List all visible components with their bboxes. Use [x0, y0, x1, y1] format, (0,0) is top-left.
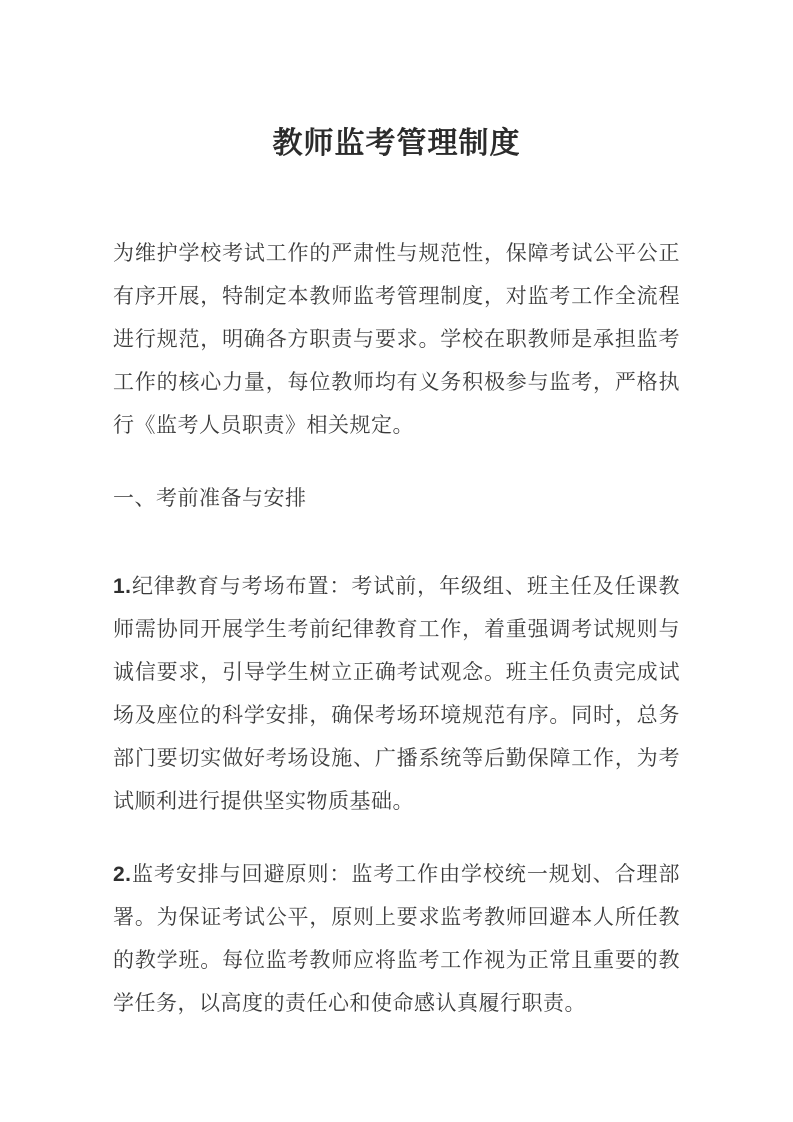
list-item-1-number: 1.: [113, 575, 132, 598]
section-heading: 一、考前准备与安排: [113, 486, 307, 510]
list-item-2-number: 2.: [113, 863, 132, 886]
page-title: 教师监考管理制度: [272, 127, 521, 160]
list-item-2: [113, 853, 680, 1025]
intro-paragraph: 为维护学校考试工作的严肃性与规范性，保障考试公平公正有序开展，特制定本教师监考管理制度，对监考工作全流程进行规范，明确各方职责与要求。学校在职教师是承担监考工作的核心力量，每位教师均有义务积极参与监考，严格执行《监考人员职责》相关规定。: [113, 241, 680, 437]
list-item-1-text: 纪律教育与考场布置：考试前，年级组、班主任及任课教师需协同开展学生考前纪律教育工作，着重强调考试规则与诚信要求，引导学生树立正确考试观念。班主任负责完成试场及座位的科学安排，确保考场环境规范有序。同时，总务部门要切实做好考场设施、广播系统等后勤保障工作，为考试顺利进行提供坚实物质基础。: [113, 574, 680, 813]
list-item-1: [113, 565, 680, 823]
list-item-2-text: 监考安排与回避原则：监考工作由学校统一规划、合理部署。为保证考试公平，原则上要求监考教师回避本人所任教的教学班。每位监考教师应将监考工作视为正常且重要的教学任务，以高度的责任心和使命感认真履行职责。: [113, 862, 680, 1015]
